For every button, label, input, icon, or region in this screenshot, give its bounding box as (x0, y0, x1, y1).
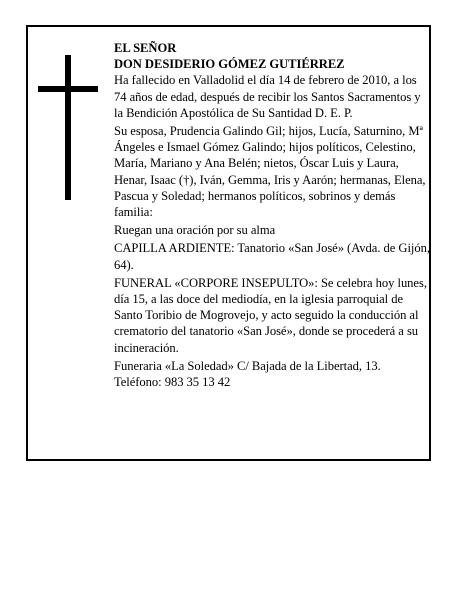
death-announcement: Ha fallecido en Valladolid el día 14 de febrero de 2010, a los 74 años de edad, después de recibir los Santos Sacramentos y la Bendición Apostólica de Su Santidad D. E. P. (114, 73, 421, 120)
funeral-info: FUNERAL «CORPORE INSEPULTO»: Se celebra hoy lunes, día 15, a las doce del mediodía, en la iglesia parroquial de Santo Toribio de Mogrovejo, y acto seguido la conducción al crematorio del tanatorio «San José», donde se procederá a su incineración. (114, 275, 427, 355)
notice-heading: EL SEÑOR (114, 41, 177, 55)
funeral-home-info: Funeraria «La Soledad» C/ Bajada de la Libertad, 13. Teléfono: 983 35 13 42 (114, 358, 381, 390)
chapel-info: CAPILLA ARDIENTE: Tanatorio «San José» (Avda. de Gijón, 64). (114, 241, 430, 272)
cross-vertical-bar (65, 55, 71, 200)
deceased-name: DON DESIDERIO GÓMEZ GUTIÉRREZ (114, 57, 345, 72)
cross-icon (38, 55, 98, 200)
prayer-request: Ruegan una oración por su alma (114, 223, 276, 238)
obituary-text (114, 40, 430, 392)
cross-horizontal-bar (38, 86, 98, 92)
obituary-notice-frame (26, 25, 431, 461)
family-list: Su esposa, Prudencia Galindo Gil; hijos, Lucía, Saturnino, Mª Ángeles e Ismael Gómez Galindo; hijos políticos, Celestino, María, Mariano y Ana Belén; nietos, Óscar Luis y Laura, Henar, Isaac (†), Iván, Gemma, Iris y Aarón; hermanas, Elena, Pascua y Soledad; hermanos políticos, sobrinos y demás familia: (114, 124, 426, 220)
